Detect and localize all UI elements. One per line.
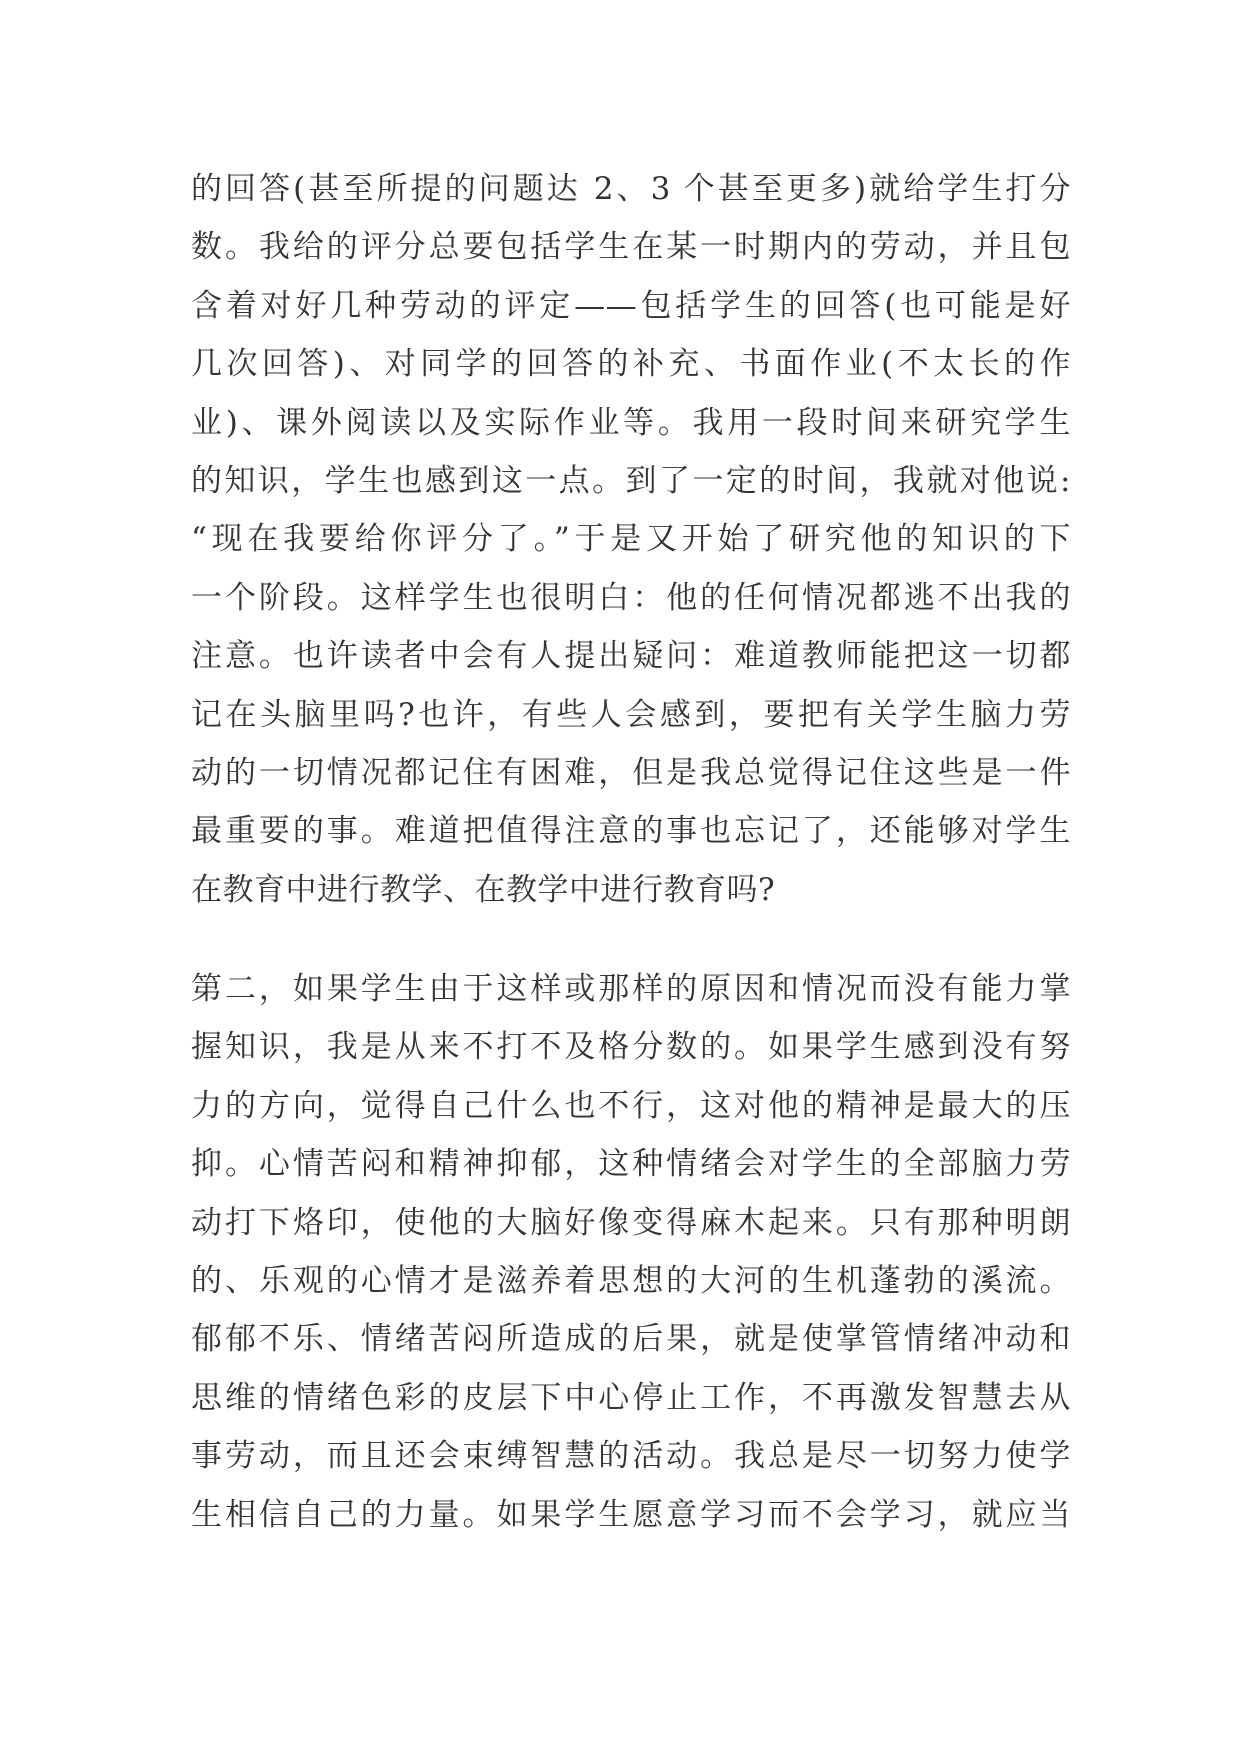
text-line: 含着对好几种劳动的评定——包括学生的回答(也可能是好 — [191, 287, 1071, 324]
text-line: 的、乐观的心情才是滋养着思想的大河的生机蓬勃的溪流。 — [191, 1262, 1071, 1299]
text-line: 生相信自己的力量。如果学生愿意学习而不会学习，就应当 — [191, 1496, 1071, 1533]
text-line: 抑。心情苦闷和精神抑郁，这种情绪会对学生的全部脑力劳 — [191, 1146, 1071, 1183]
text-line: 数。我给的评分总要包括学生在某一时期内的劳动，并且包 — [191, 229, 1071, 266]
text-line: 在教育中进行教学、在教学中进行教育吗? — [191, 871, 776, 908]
text-line: 动的一切情况都记住有困难，但是我总觉得记住这些是一件 — [191, 754, 1071, 791]
paragraph-2 — [191, 960, 1071, 1544]
text-line: 的知识，学生也感到这一点。到了一定的时间，我就对他说: — [191, 462, 1071, 499]
text-line: 注意。也许读者中会有人提出疑问：难道教师能把这一切都 — [191, 638, 1071, 675]
paragraph-1 — [191, 160, 1071, 919]
text-line: “现在我要给你评分了。”于是又开始了研究他的知识的下 — [191, 521, 1071, 558]
text-line: 业)、课外阅读以及实际作业等。我用一段时间来研究学生 — [191, 404, 1071, 441]
text-line: 事劳动，而且还会束缚智慧的活动。我总是尽一切努力使学 — [191, 1438, 1071, 1475]
text-line: 动打下烙印，使他的大脑好像变得麻木起来。只有那种明朗 — [191, 1204, 1071, 1241]
text-line: 握知识，我是从来不打不及格分数的。如果学生感到没有努 — [191, 1029, 1071, 1066]
text-line: 郁郁不乐、情绪苦闷所造成的后果，就是使掌管情绪冲动和 — [191, 1321, 1071, 1358]
text-line: 最重要的事。难道把值得注意的事也忘记了，还能够对学生 — [191, 813, 1071, 850]
text-line: 思维的情绪色彩的皮层下中心停止工作，不再激发智慧去从 — [191, 1379, 1071, 1416]
text-line: 一个阶段。这样学生也很明白：他的任何情况都逃不出我的 — [191, 579, 1071, 616]
text-line: 第二，如果学生由于这样或那样的原因和情况而没有能力掌 — [191, 971, 1071, 1007]
text-line: 的回答(甚至所提的问题达 2、3 个甚至更多)就给学生打分 — [191, 171, 1071, 207]
text-line: 力的方向，觉得自己什么也不行，这对他的精神是最大的压 — [191, 1087, 1071, 1124]
text-line: 记在头脑里吗?也许，有些人会感到，要把有关学生脑力劳 — [191, 696, 1071, 733]
text-line: 几次回答)、对同学的回答的补充、书面作业(不太长的作 — [191, 346, 1071, 383]
